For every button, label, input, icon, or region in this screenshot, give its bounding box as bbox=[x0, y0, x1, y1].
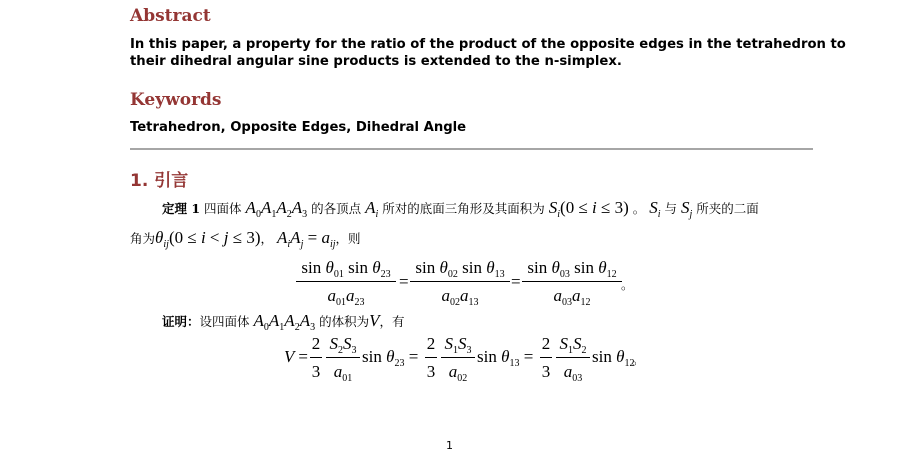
line2-text-b: ， bbox=[260, 231, 274, 246]
proof-line: 证明：设四面体 $A_0A_1A_2A_3$ 的体积为V，有 bbox=[162, 311, 405, 333]
theorem-line-2 bbox=[130, 228, 361, 248]
math-face-area: $S_i(0 \le i \le 3)$ bbox=[548, 198, 629, 220]
theorem-text-e: 与 bbox=[664, 201, 678, 216]
theorem-line-1: 定理 1 四面体 $A_0A_1A_2A_3$ 的各顶点 $A_i$ 所对的底面三角形及其面积为 $S_i(0 \le i \le 3)$ 。 $S_i$ 与 $S_j$ 所夹的二面 bbox=[162, 198, 759, 220]
eq1-end: 。 bbox=[621, 277, 634, 292]
proof-text-b: 的体积为 bbox=[319, 314, 370, 329]
eq2-fraction-1: $S_2S_3$ $a_{01}$ bbox=[326, 333, 360, 383]
eq2-end: 。 bbox=[632, 352, 645, 367]
math-edge: $A_iA_j = a_{ij}$ bbox=[277, 228, 336, 250]
section-divider bbox=[130, 148, 813, 150]
abstract-line-1: In this paper, a property for the ratio of the product of the opposite edges in the tetrahedron to bbox=[130, 37, 846, 52]
theorem-text-a: 四面体 bbox=[204, 201, 242, 216]
theorem-text-b: 的各顶点 bbox=[311, 201, 362, 216]
theorem-label: 定理 1 bbox=[162, 201, 201, 216]
keywords-heading: Keywords bbox=[130, 90, 222, 110]
eq1-fraction-2: $\sin \theta_{02}$ $\sin \theta_{13}$ $a_{02}a_{13}$ bbox=[410, 257, 510, 307]
keywords-text: Tetrahedron, Opposite Edges, Dihedral Angle bbox=[130, 120, 467, 135]
proof-label: 证明： bbox=[162, 314, 200, 329]
eq2-fraction-3: $S_1S_2$ $a_{03}$ bbox=[556, 333, 590, 383]
eq1-fraction-1: $\sin \theta_{01}$ $\sin \theta_{23}$ $a_{01}a_{23}$ bbox=[296, 257, 396, 307]
proof-text-c: ，有 bbox=[379, 314, 405, 329]
eq1-fraction-3: $\sin \theta_{03}$ $\sin \theta_{12}$ $a_{03}a_{12}$ bbox=[522, 257, 622, 307]
math-tetrahedron: $A_0A_1A_2A_3$ bbox=[245, 198, 308, 220]
eq2-fraction-2: $S_1S_3$ $a_{02}$ bbox=[441, 333, 475, 383]
section-heading: 1. 引言 bbox=[130, 171, 189, 191]
theorem-text-d: 。 bbox=[632, 201, 646, 216]
proof-text-a: 设四面体 bbox=[199, 314, 250, 329]
line2-text-c: ，则 bbox=[335, 231, 361, 246]
page-number: 1 bbox=[446, 439, 453, 452]
theorem-text-f: 所夹的二面 bbox=[696, 201, 759, 216]
abstract-heading: Abstract bbox=[130, 6, 211, 26]
math-dihedral-angle: $\theta_{ij}(0 \le i < j \le 3)$ bbox=[155, 228, 261, 250]
eq2-lhs: V = bbox=[284, 347, 308, 366]
abstract-line-2: their dihedral angular sine products is extended to the n-simplex. bbox=[130, 54, 622, 69]
theorem-text-c: 所对的底面三角形及其面积为 bbox=[382, 201, 545, 216]
line2-text-a: 角为 bbox=[130, 231, 156, 246]
math-vertex: $A_i$ bbox=[365, 198, 379, 220]
